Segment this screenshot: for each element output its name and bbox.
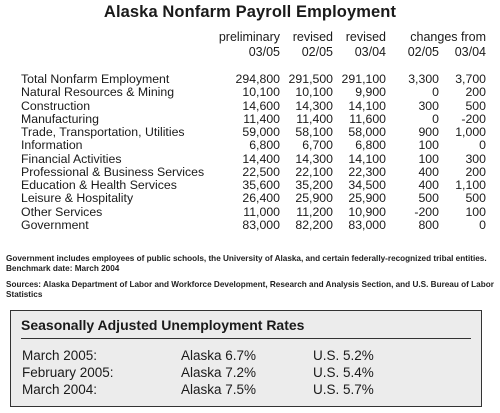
- cell-value: 9,900: [355, 85, 386, 100]
- unemployment-us: U.S. 5.4%: [313, 365, 374, 380]
- table-row: [0, 86, 500, 99]
- table-row: [0, 166, 500, 179]
- cell-value: 83,000: [348, 217, 386, 232]
- cell-value: 300: [418, 98, 439, 113]
- unemployment-us: U.S. 5.2%: [313, 348, 374, 363]
- cell-value: 0: [432, 85, 439, 100]
- cell-value: 400: [418, 178, 439, 192]
- footnote-sources: Sources: Alaska Department of Labor and Workforce Development, Research and Analysis Section, and U.S. Bureau of Labor Statistics: [6, 280, 494, 299]
- cell-value: 14,100: [348, 151, 386, 166]
- row-label: Construction: [21, 98, 91, 113]
- cell-value: 22,500: [242, 164, 280, 179]
- cell-value: 100: [418, 138, 439, 153]
- cell-value: 100: [418, 151, 439, 166]
- unemployment-period: March 2004:: [22, 382, 98, 397]
- unemployment-period: February 2005:: [22, 365, 114, 380]
- row-label: Manufacturing: [21, 111, 99, 126]
- cell-value: 14,300: [295, 151, 333, 166]
- cell-value: -200: [414, 204, 439, 219]
- cell-value: 6,800: [355, 138, 386, 153]
- cell-value: 11,600: [349, 111, 386, 126]
- row-label: Education & Health Services: [21, 178, 177, 192]
- cell-value: 500: [418, 191, 439, 206]
- unemployment-alaska: Alaska 7.5%: [181, 382, 257, 397]
- cell-value: 11,400: [296, 111, 333, 126]
- cell-value: 14,100: [348, 98, 386, 113]
- cell-value: 14,600: [242, 98, 280, 113]
- row-label: Total Nonfarm Employment: [21, 72, 170, 86]
- unemployment-row: [11, 348, 481, 364]
- cell-value: 11,400: [243, 111, 280, 126]
- cell-value: 900: [418, 125, 439, 139]
- header-date-1: 03/05: [248, 45, 280, 59]
- cell-value: 35,600: [242, 178, 280, 192]
- divider: [21, 338, 471, 339]
- row-label: Information: [21, 138, 83, 153]
- table-row: [0, 179, 500, 192]
- cell-value: 3,300: [408, 72, 439, 86]
- cell-value: 26,400: [242, 191, 280, 206]
- cell-value: 14,300: [295, 98, 333, 113]
- cell-value: 200: [465, 164, 486, 179]
- table-row: [0, 139, 500, 152]
- cell-value: 1,000: [455, 125, 486, 139]
- row-label: Trade, Transportation, Utilities: [21, 125, 185, 139]
- cell-value: 500: [465, 191, 486, 206]
- cell-value: 22,100: [295, 164, 333, 179]
- unemployment-row: [11, 382, 481, 398]
- unemployment-alaska: Alaska 6.7%: [181, 348, 257, 363]
- cell-value: 100: [465, 204, 486, 219]
- cell-value: 3,700: [455, 72, 486, 86]
- cell-value: 34,500: [348, 178, 386, 192]
- header-date-3: 03/04: [354, 45, 386, 59]
- table-row: [0, 126, 500, 139]
- table-row: [0, 73, 500, 86]
- cell-value: -200: [461, 111, 486, 126]
- cell-value: 22,300: [348, 164, 386, 179]
- cell-value: 14,400: [242, 151, 280, 166]
- header-date-5: 03/04: [454, 45, 486, 59]
- cell-value: 800: [418, 217, 439, 232]
- row-label: Natural Resources & Mining: [21, 85, 175, 100]
- table-row: [0, 100, 500, 113]
- row-label: Other Services: [21, 204, 103, 219]
- cell-value: 0: [479, 217, 486, 232]
- cell-value: 500: [465, 98, 486, 113]
- header-date-4: 02/05: [407, 45, 439, 59]
- row-label: Leisure & Hospitality: [21, 191, 134, 206]
- cell-value: 25,900: [348, 191, 386, 206]
- cell-value: 10,100: [295, 85, 333, 100]
- cell-value: 11,200: [296, 204, 333, 219]
- page-title: Alaska Nonfarm Payroll Employment: [103, 3, 397, 21]
- cell-value: 1,100: [455, 178, 486, 192]
- header-date-2: 02/05: [301, 45, 333, 59]
- cell-value: 58,000: [348, 125, 386, 139]
- cell-value: 6,800: [249, 138, 280, 153]
- table-row: [0, 219, 500, 232]
- table-row: [0, 113, 500, 126]
- cell-value: 35,200: [295, 178, 333, 192]
- cell-value: 0: [479, 138, 486, 153]
- employment-table: [0, 73, 500, 232]
- cell-value: 300: [465, 151, 486, 166]
- cell-value: 400: [418, 164, 439, 179]
- cell-value: 10,100: [242, 85, 280, 100]
- unemployment-alaska: Alaska 7.2%: [181, 365, 257, 380]
- row-label: Government: [21, 217, 89, 232]
- cell-value: 59,000: [242, 125, 280, 139]
- cell-value: 83,000: [242, 217, 280, 232]
- cell-value: 200: [465, 85, 486, 100]
- unemployment-us: U.S. 5.7%: [313, 382, 374, 397]
- table-row: [0, 192, 500, 205]
- row-label: Professional & Business Services: [21, 164, 205, 179]
- header-revised-2: revised: [345, 30, 386, 44]
- cell-value: 25,900: [295, 191, 333, 206]
- cell-value: 10,900: [348, 204, 386, 219]
- cell-value: 294,800: [235, 72, 280, 86]
- cell-value: 291,500: [288, 72, 333, 86]
- unemployment-panel-title: Seasonally Adjusted Unemployment Rates: [21, 317, 305, 333]
- unemployment-period: March 2005:: [22, 348, 98, 363]
- footnote-government: Government includes employees of public schools, the University of Alaska, and certain federally-recognized tribal entities. Benchmark date: March 2004: [6, 254, 487, 273]
- cell-value: 11,000: [243, 204, 280, 219]
- cell-value: 291,100: [341, 72, 386, 86]
- cell-value: 82,200: [295, 217, 333, 232]
- cell-value: 58,100: [295, 125, 333, 139]
- cell-value: 6,700: [302, 138, 333, 153]
- header-preliminary: preliminary: [218, 30, 280, 44]
- unemployment-panel: [10, 310, 482, 407]
- unemployment-row: [11, 365, 481, 381]
- table-row: [0, 206, 500, 219]
- row-label: Financial Activities: [21, 151, 122, 166]
- table-row: [0, 153, 500, 166]
- cell-value: 0: [432, 111, 439, 126]
- header-revised: revised: [292, 30, 333, 44]
- header-changes-from: changes from: [410, 30, 486, 44]
